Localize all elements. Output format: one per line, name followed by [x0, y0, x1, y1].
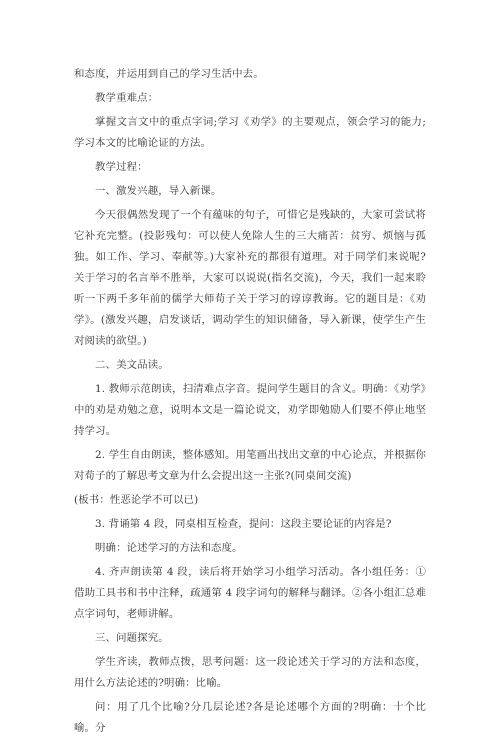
- section-heading-3: 三、问题探究。: [95, 632, 169, 644]
- paragraph-board-note: (板书：性恶论学不可以已): [74, 494, 199, 506]
- paragraph-continuation: 和态度，并运用到自己的学习生活中去。: [74, 68, 264, 80]
- paragraph-step-3: 3. 背诵第 4 段，同桌相互检查，提问：这段主要论证的内容是?: [95, 518, 392, 530]
- paragraph-step-4: 4. 齐声朗读第 4 段，读后将开始学习小组学习活动。各小组任务：①借助工具书和书中注释，疏通第 4 段字词句的解释与翻译。②各小组汇总难点字词句，老师讲解。: [74, 566, 426, 620]
- document-body: [74, 64, 426, 742]
- paragraph-intro: 今天很偶然发现了一个有蕴味的句子，可惜它是残缺的，大家可尝试将它补充完整。(投影残句：可以使人免除人生的三大痛苦：贫穷、烦恼与孤独。如工作、学习、奉献等。)大家补充的都很有道理。对于同学们来说呢?关于学习的名言举不胜举，大家可以说说(指名交流)，今天，我们一起来聆听一下两千多年前的儒学大师荀子关于学习的谆谆教诲。它的题目是：《劝学》。(激发兴趣，启发谈话，调动学生的知识储备，导入新课，使学生产生对阅读的欲望。): [74, 209, 426, 347]
- paragraph-question-2: 问：用了几个比喻?分几层论述?各是论述哪个方面的?明确：十个比喻。分: [74, 701, 426, 734]
- section-heading-1: 一、激发兴趣，导入新课。: [95, 185, 222, 197]
- paragraph-step-1: 1. 教师示范朗读，扫清难点字音。提问学生题目的含义。明确：《劝学》中的劝是劝勉之意，说明本文是一篇论说文，劝学即勉励人们要不停止地坚持学习。: [74, 383, 426, 437]
- paragraph-key-points: 掌握文言文中的重点字词;学习《劝学》的主要观点，领会学习的能力;学习本文的比喻论证的方法。: [74, 116, 426, 149]
- paragraph-question: 学生齐读，教师点拨，思考问题：这一段论述关于学习的方法和态度，用什么方法论述的?明确：比喻。: [74, 656, 426, 689]
- section-heading-2: 二、美文品读。: [95, 359, 169, 371]
- paragraph-clarify: 明确：论述学习的方法和态度。: [95, 542, 243, 554]
- heading-teaching-process: 教学过程：: [95, 161, 148, 173]
- paragraph-step-2: 2. 学生自由朗读，整体感知。用笔画出找出文章的中心论点，并根据你对荀子的了解思考文章为什么会提出这一主张?(同桌间交流): [74, 449, 426, 482]
- heading-key-points: 教学重难点：: [95, 92, 159, 104]
